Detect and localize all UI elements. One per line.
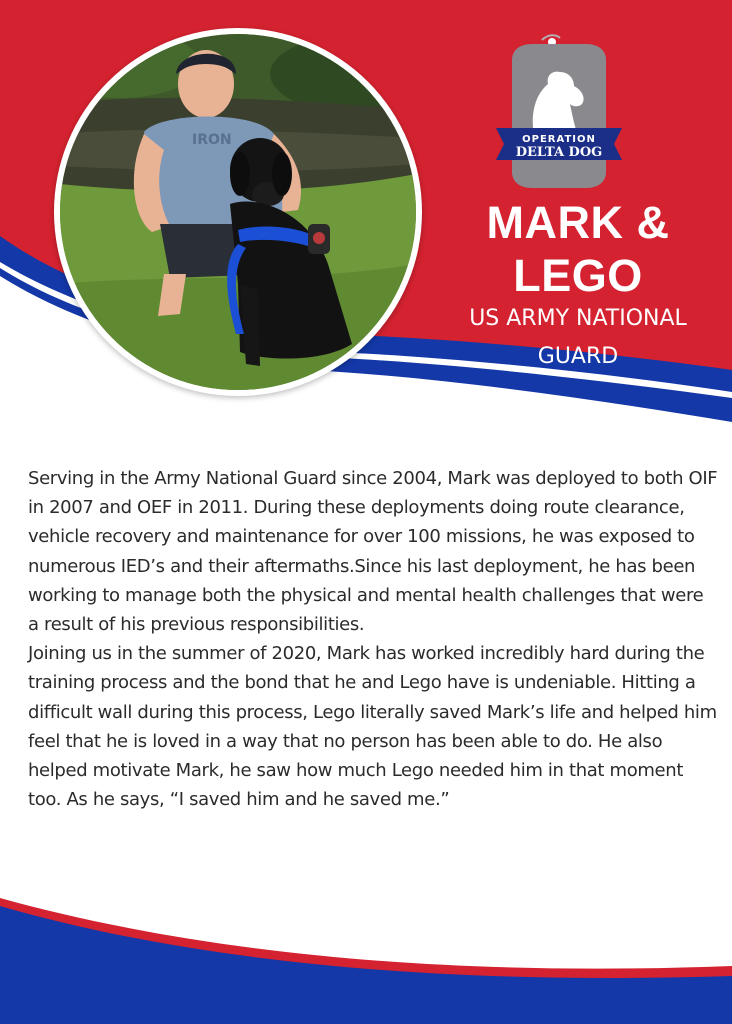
photo-frame [54,28,422,396]
subtitle-line-2: GUARD [537,344,619,369]
story-text [28,464,718,814]
shirt-text: IRON [192,132,232,148]
page-title [440,196,716,302]
logo-top-text: OPERATION [522,134,596,145]
operation-delta-dog-logo [494,32,624,192]
logo-bottom-text: DELTA DOG [515,145,603,160]
story-paragraph-2: Joining us in the summer of 2020, Mark has worked incredibly hard during the training process and the bond that he and Lego have is undeniable. Hitting a difficult wall during this process, Lego literally saved Mark’s life and helped him feel that he is loved in a way that no person has been able to do. He also helped motivate Mark, he saw how much Lego needed him in that moment too. As he says, “I saved him and he saved me.” [28,643,717,811]
title-line-2: LEGO [513,250,643,301]
story-paragraph-1: Serving in the Army National Guard since 2004, Mark was deployed to both OIF in 2007 and OEF in 2011. During these deployments doing route clearance, vehicle recovery and maintenance for over 100 missions, he was exposed to numerous IED’s and their aftermaths.Since his last deployment, he has been working to manage both the physical and mental health challenges that were a result of his previous responsibilities. [28,468,718,636]
service-branch [430,300,726,376]
veteran-dog-photo [60,34,416,390]
subtitle-line-1: US ARMY NATIONAL [469,306,687,331]
title-line-1: MARK & [486,197,670,248]
